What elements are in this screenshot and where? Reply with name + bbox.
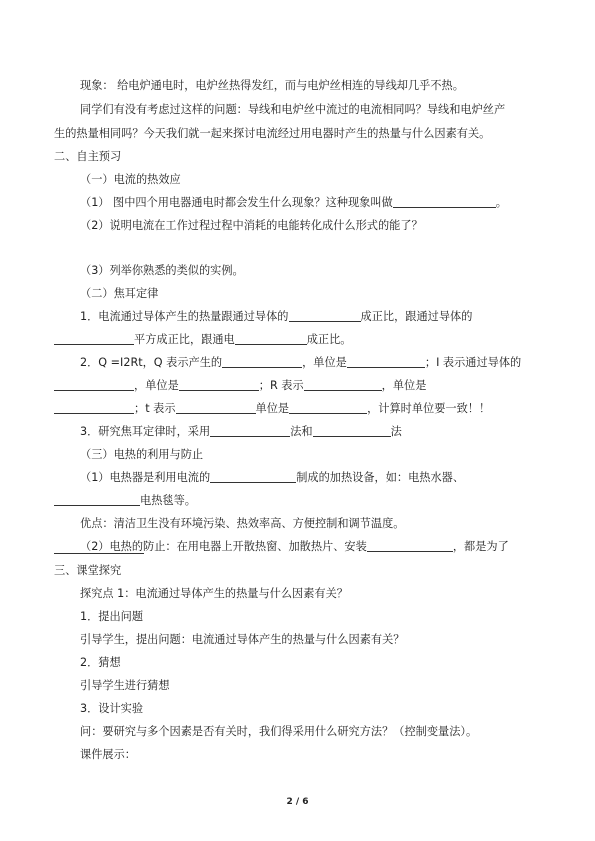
question-line: 平方成正比，跟通电 成正比。 bbox=[54, 333, 351, 347]
answer-blank bbox=[313, 425, 391, 437]
answer-blank bbox=[54, 402, 134, 414]
question-line: （2）电热的防止：在用电器上开散热窗、加散热片、安装 ，都是为了 bbox=[80, 540, 509, 553]
answer-blank bbox=[235, 333, 307, 345]
answer-blank bbox=[54, 553, 144, 554]
subsection-heading: （一）电流的热效应 bbox=[80, 173, 181, 186]
answer-blank bbox=[179, 379, 259, 391]
answer-blank bbox=[289, 402, 367, 414]
step-heading: 2．猜想 bbox=[80, 656, 121, 669]
question-line: （3）列举你熟悉的类似的实例。 bbox=[80, 264, 244, 277]
answer-blank bbox=[367, 540, 453, 552]
answer-blank bbox=[176, 402, 256, 414]
question-line: 2．Q =I2Rt，Q 表示产生的 ，单位是 ；I 表示通过导体的 bbox=[80, 356, 522, 369]
answer-blank bbox=[289, 310, 361, 322]
text-line: 同学们有没有考虑过这样的问题：导线和电炉丝中流过的电流相同吗？导线和电炉丝产 bbox=[80, 103, 506, 116]
text-line: 引导学生进行猜想 bbox=[80, 679, 170, 692]
answer-blank bbox=[210, 425, 290, 437]
question-line: 1．电流通过导体产生的热量跟通过导体的 成正比，跟通过导体的 bbox=[80, 310, 473, 323]
text-line: 探究点 1：电流通过导体产生的热量与什么因素有关？ bbox=[80, 587, 348, 600]
question-line: 3．研究焦耳定律时，采用 法和 法 bbox=[80, 425, 402, 438]
question-line: （2）说明电流在工作过程过程中消耗的电能转化成什么形式的能了？ bbox=[80, 219, 423, 232]
answer-blank bbox=[54, 379, 134, 391]
subsection-heading: （三）电热的利用与防止 bbox=[80, 448, 204, 461]
step-heading: 1．提出问题 bbox=[80, 610, 144, 623]
answer-blank bbox=[304, 379, 382, 391]
step-heading: 3．设计实验 bbox=[80, 702, 144, 715]
answer-blank bbox=[210, 471, 296, 483]
text-line: 课件展示： bbox=[80, 748, 136, 761]
question-line: （1） 图中四个用电器通电时都会发生什么现象？这种现象叫做 。 bbox=[80, 196, 507, 209]
text-line: 优点：清洁卫生没有环境污染、热效率高、方便控制和调节温度。 bbox=[80, 517, 405, 530]
question-line: 电热毯等。 bbox=[54, 494, 196, 508]
question-line: （1）电热器是利用电流的 制成的加热设备，如：电热水器、 bbox=[80, 471, 465, 484]
answer-blank bbox=[222, 356, 302, 368]
section-heading: 二、自主预习 bbox=[54, 150, 122, 163]
page-number: 2 / 6 bbox=[286, 797, 309, 807]
text-line: 现象： 给电炉通电时，电炉丝热得发红，而与电炉丝相连的导线却几乎不热。 bbox=[80, 79, 464, 92]
text-line: 引导学生，提出问题：电流通过导体产生的热量与什么因素有关？ bbox=[80, 633, 405, 646]
question-line: ；t 表示 单位是 ，计算时单位要一致！！ bbox=[54, 402, 490, 416]
answer-blank bbox=[347, 356, 425, 368]
text-line: 问：要研究与多个因素是否有关时，我们得采用什么研究方法？（控制变量法）。 bbox=[80, 725, 478, 738]
text-line: 生的热量相同吗？今天我们就一起来探讨电流经过用电器时产生的热量与什么因素有关。 bbox=[54, 127, 491, 140]
section-heading: 三、课堂探究 bbox=[54, 564, 122, 577]
subsection-heading: （二）焦耳定律 bbox=[80, 287, 159, 300]
answer-blank bbox=[393, 196, 496, 208]
answer-blank bbox=[54, 494, 140, 506]
answer-blank bbox=[54, 333, 134, 345]
question-line: ，单位是 ；R 表示 ，单位是 bbox=[54, 379, 426, 393]
